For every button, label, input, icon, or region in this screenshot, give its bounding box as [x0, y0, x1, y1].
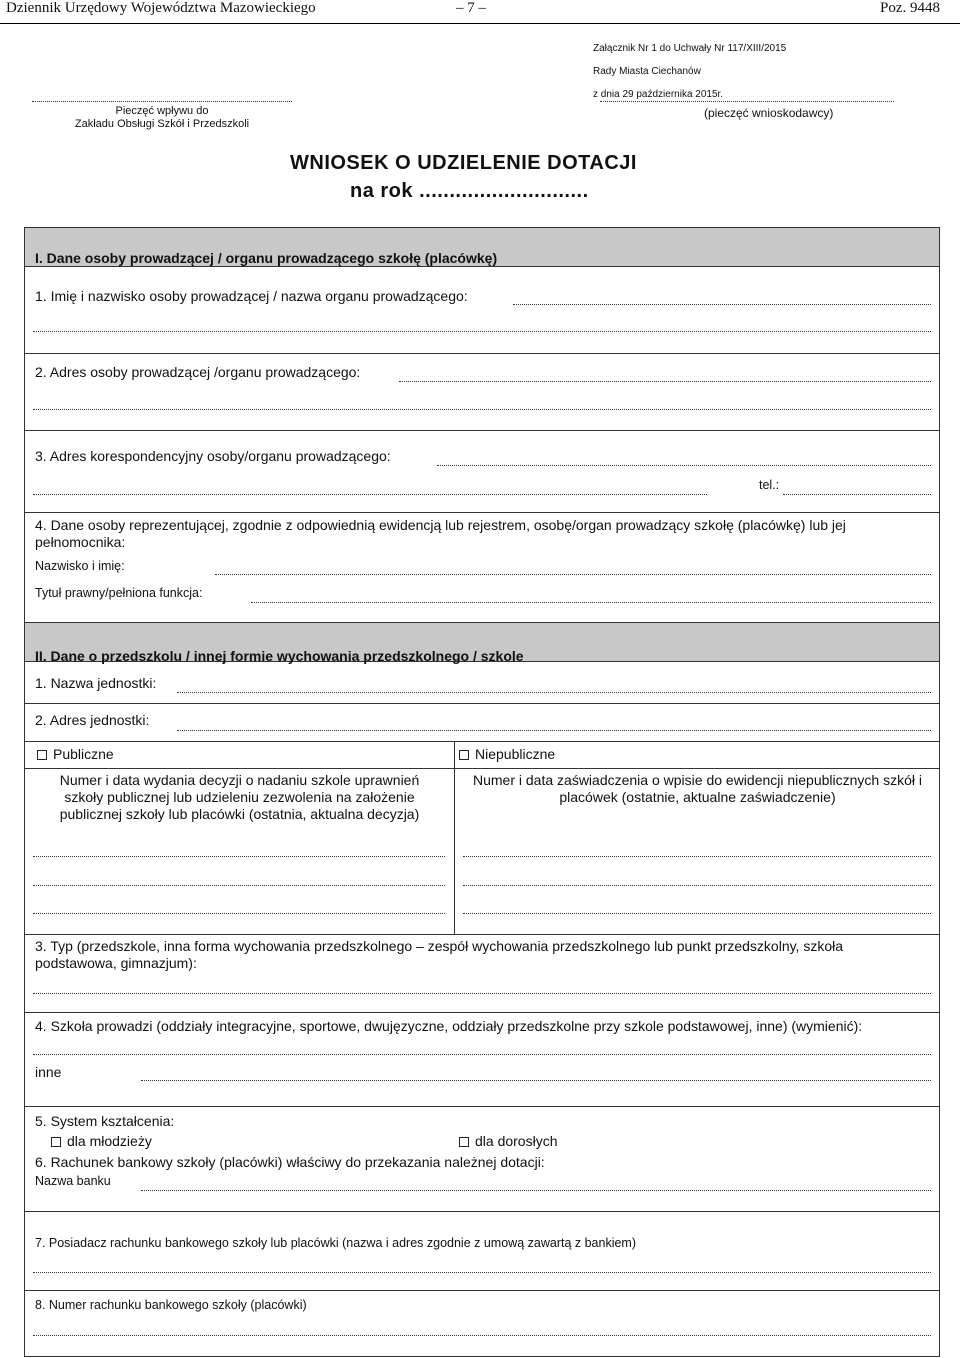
- nonpublic-option[interactable]: [459, 746, 555, 762]
- divider: [25, 768, 939, 769]
- divider: [25, 430, 939, 431]
- position-number: Poz. 9448: [880, 0, 940, 16]
- bank-name-field[interactable]: [141, 1190, 931, 1191]
- public-desc-2: szkoły publicznej lub udzieleniu zezwolenia na założenie: [64, 789, 415, 805]
- branches-label: 4. Szkoła prowadzi (oddziały integracyjne, sportowe, dwujęzyczne, oddziały przedszkolne przy szkole podstawowej, inne) (wymienić):: [35, 1018, 863, 1034]
- q1-field-a[interactable]: [513, 304, 931, 305]
- divider: [25, 1012, 939, 1013]
- form-title: WNIOSEK O UDZIELENIE DOTACJI: [290, 152, 637, 174]
- unit-address-label: 2. Adres jednostki:: [35, 712, 150, 728]
- receipt-stamp-line: [32, 101, 292, 102]
- q3-field-a[interactable]: [437, 465, 931, 466]
- public-desc-3: publicznej szkoły lub placówki (ostatnia, aktualna decyzja): [59, 806, 420, 822]
- public-label: Publiczne: [53, 746, 114, 762]
- page-number: – 7 –: [456, 0, 486, 16]
- divider: [25, 934, 939, 935]
- type-field[interactable]: [33, 993, 931, 994]
- q2-label: 2. Adres osoby prowadzącej /organu prowadzącego:: [35, 364, 361, 380]
- q3-field-b[interactable]: [33, 494, 707, 495]
- adults-option[interactable]: [459, 1133, 558, 1149]
- divider: [25, 1106, 939, 1107]
- divider: [25, 741, 939, 742]
- q3-label: 3. Adres korespondencyjny osoby/organu prowadzącego:: [35, 448, 391, 464]
- nonpublic-desc-1: Numer i data zaświadczenia o wpisie do ewidencji niepublicznych szkół i: [473, 772, 922, 788]
- divider: [25, 353, 939, 354]
- applicant-stamp-label: (pieczęć wnioskodawcy): [704, 106, 834, 120]
- public-decision-field-3[interactable]: [33, 913, 445, 914]
- applicant-stamp-line: [600, 101, 894, 102]
- branches-field[interactable]: [33, 1054, 931, 1055]
- type-label-2: podstawowa, gimnazjum):: [35, 955, 197, 971]
- column-divider: [454, 741, 455, 934]
- header-rule: [0, 23, 960, 24]
- education-system-label: 5. System kształcenia:: [35, 1113, 175, 1129]
- tel-field[interactable]: [783, 494, 931, 495]
- divider: [25, 703, 939, 704]
- account-holder-label: 7. Posiadacz rachunku bankowego szkoły lub placówki (nazwa i adres zgodnie z umową zawartą z bankiem): [35, 1236, 637, 1250]
- divider: [25, 1290, 939, 1291]
- nonpublic-checkbox[interactable]: [459, 750, 469, 760]
- q1-label: 1. Imię i nazwisko osoby prowadzącej / nazwa organu prowadzącego:: [35, 288, 468, 304]
- unit-name-label: 1. Nazwa jednostki:: [35, 675, 157, 691]
- bank-name-label: Nazwa banku: [35, 1174, 111, 1188]
- application-form: [24, 227, 940, 1357]
- public-decision-field-2[interactable]: [33, 885, 445, 886]
- public-checkbox[interactable]: [37, 750, 47, 760]
- adults-checkbox[interactable]: [459, 1137, 469, 1147]
- q4-label-1: 4. Dane osoby reprezentującej, zgodnie z odpowiednią ewidencją lub rejestrem, osobę/organ prowadzący szkołę (placówkę) lub jej: [35, 517, 846, 533]
- bank-account-label: 6. Rachunek bankowy szkoły (placówki) właściwy do przekazania należnej dotacji:: [35, 1154, 545, 1170]
- other-label: inne: [35, 1064, 62, 1080]
- account-number-label: 8. Numer rachunku bankowego szkoły (placówki): [35, 1298, 307, 1312]
- public-decision-field-1[interactable]: [33, 856, 445, 857]
- unit-name-field[interactable]: [177, 692, 931, 693]
- youth-option[interactable]: [51, 1133, 152, 1149]
- account-holder-field[interactable]: [33, 1272, 931, 1273]
- nonpublic-cert-field-1[interactable]: [463, 856, 931, 857]
- nonpublic-desc-2: placówek (ostatnie, aktualne zaświadczenie): [559, 789, 836, 805]
- function-field[interactable]: [251, 602, 931, 603]
- tel-label: tel.:: [759, 478, 780, 492]
- other-field[interactable]: [141, 1080, 931, 1081]
- nonpublic-label: Niepubliczne: [475, 746, 556, 762]
- type-label-1: 3. Typ (przedszkole, inna forma wychowania przedszkolnego – zespół wychowania przedszkolnego lub punkt przedszkolny, szkoła: [35, 938, 844, 954]
- attachment-line-2: Rady Miasta Ciechanów: [593, 66, 701, 77]
- q1-field-b[interactable]: [33, 331, 931, 332]
- youth-checkbox[interactable]: [51, 1137, 61, 1147]
- account-number-field[interactable]: [33, 1335, 931, 1336]
- receipt-stamp-label-1: Pieczęć wpływu do: [115, 105, 209, 117]
- journal-title: Dziennik Urzędowy Województwa Mazowieckiego: [6, 0, 316, 16]
- section-2-heading: II. Dane o przedszkolu / innej formie wychowania przedszkolnego / szkole: [35, 648, 524, 664]
- section-1-heading: I. Dane osoby prowadzącej / organu prowadzącego szkołę (placówkę): [35, 250, 498, 266]
- divider: [25, 512, 939, 513]
- function-label: Tytuł prawny/pełniona funkcja:: [35, 586, 203, 600]
- divider: [25, 1211, 939, 1212]
- nonpublic-cert-field-2[interactable]: [463, 885, 931, 886]
- public-option[interactable]: [37, 746, 114, 762]
- attachment-line-3: z dnia 29 października 2015r.: [593, 89, 724, 100]
- form-year[interactable]: na rok ............................: [350, 180, 589, 202]
- attachment-line-1: Załącznik Nr 1 do Uchwały Nr 117/XIII/2015: [593, 43, 787, 54]
- q4-label-2: pełnomocnika:: [35, 534, 126, 550]
- youth-label: dla młodzieży: [67, 1133, 152, 1149]
- surname-field[interactable]: [215, 574, 931, 575]
- receipt-stamp-label-2: Zakładu Obsługi Szkół i Przedszkoli: [74, 118, 250, 130]
- public-desc-1: Numer i data wydania decyzji o nadaniu szkole uprawnień: [59, 772, 420, 788]
- unit-address-field[interactable]: [177, 730, 931, 731]
- adults-label: dla dorosłych: [475, 1133, 558, 1149]
- q2-field-a[interactable]: [399, 381, 931, 382]
- surname-label: Nazwisko i imię:: [35, 559, 125, 573]
- nonpublic-cert-field-3[interactable]: [463, 913, 931, 914]
- q2-field-b[interactable]: [33, 409, 931, 410]
